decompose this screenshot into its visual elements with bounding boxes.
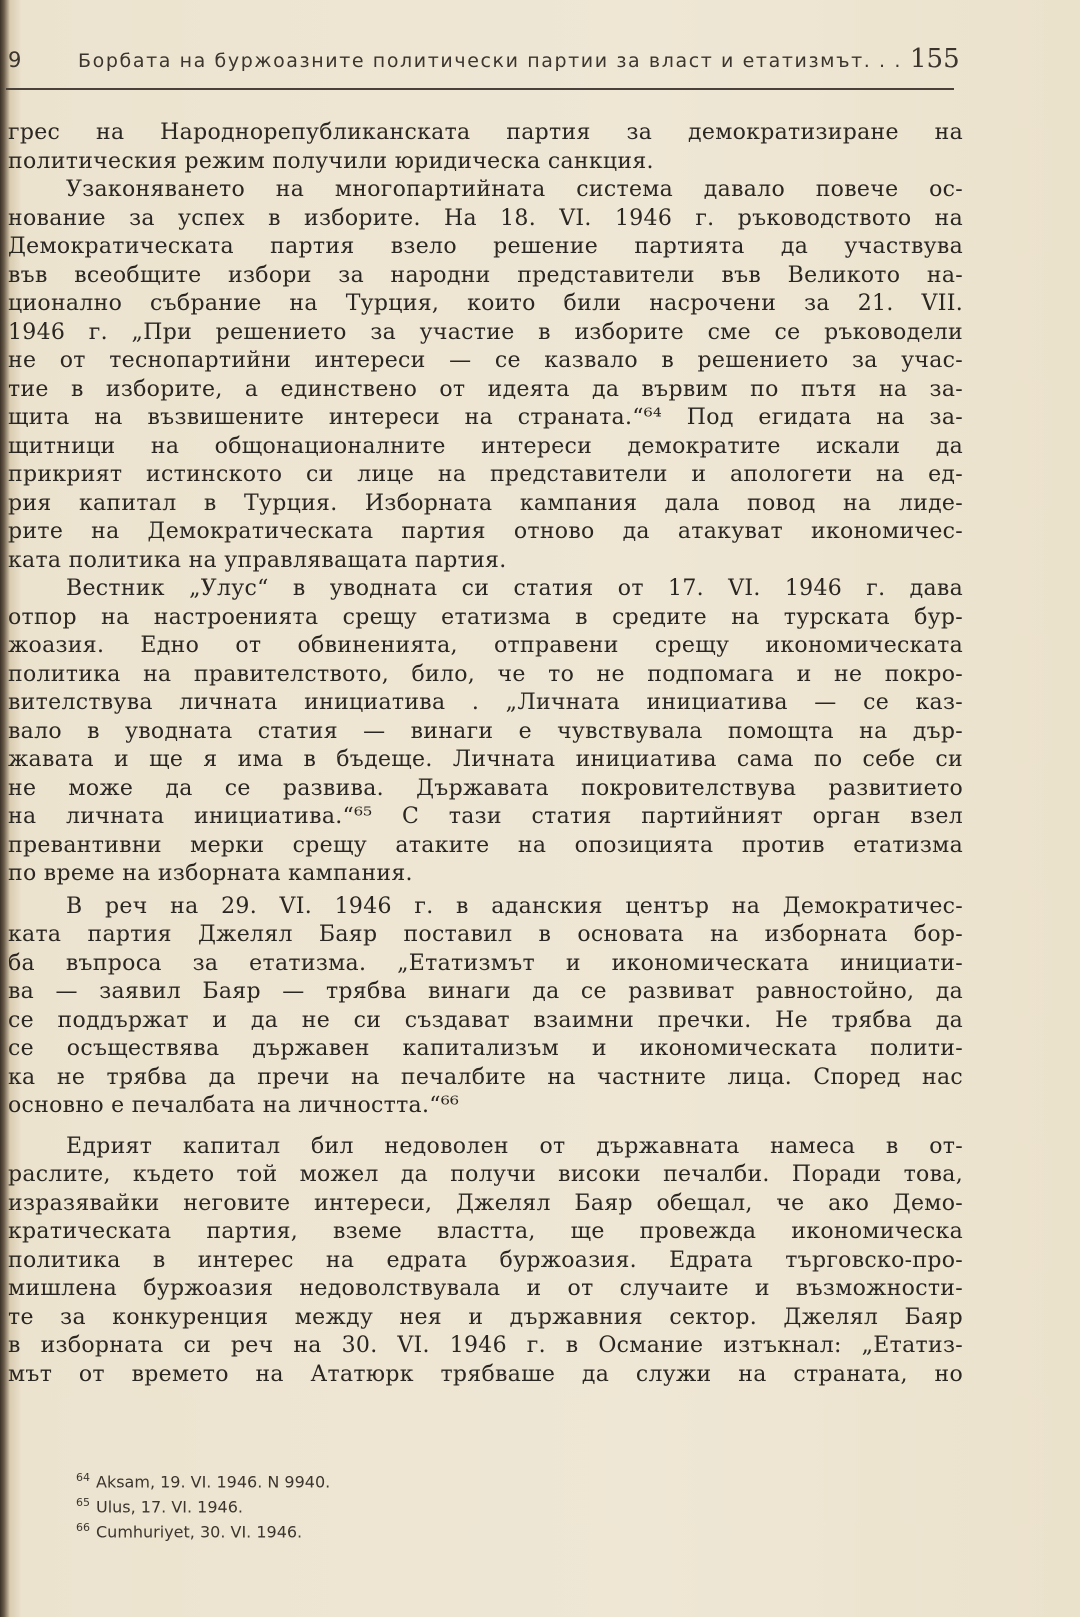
text-line: основно е печалбата на личността.“⁶⁶ <box>8 1093 460 1118</box>
text-line: нование за успех в изборите. На 18. VI. 1946 г. ръководството на <box>8 205 963 231</box>
text-line: жоазия. Едно от обвиненията, отправени срещу икономическата <box>8 633 963 658</box>
text-line: отпор на настроенията срещу етатизма в средите на турската бур- <box>8 604 963 630</box>
text-line: раслите, където той можел да получи високи печалби. Поради това, <box>8 1162 963 1187</box>
text-line: те за конкуренция между нея и държавния сектор. Джелял Баяр <box>8 1304 963 1330</box>
running-header <box>0 44 960 84</box>
text-line: щитници на общонационалните интереси демократите искали да <box>8 433 963 459</box>
footnote <box>76 1465 330 1490</box>
text-line: не от теснопартийни интереси — се казвало в решението за учас- <box>8 348 963 373</box>
text-line: щита на възвишените интереси на страната.“⁶⁴ Под егидата на за- <box>8 405 963 430</box>
text-line: политика на правителството, било, че то не подпомага и не покро- <box>8 661 963 687</box>
text-line: се поддържат и да не си създават взаимни пречки. Не трябва да <box>8 1007 963 1033</box>
text-line: не може да се развива. Държавата покровителствува развитието <box>8 775 963 801</box>
footnotes <box>76 1465 330 1540</box>
text-line: политика в интерес на едрата буржоазия. Едрата търговско-про- <box>8 1247 963 1273</box>
text-line: жавата и ще я има в бъдеще. Личната инициатива сама по себе си <box>8 747 963 772</box>
paragraph-gap <box>8 1121 963 1133</box>
footnote-text: Cumhuriyet, 30. VI. 1946. <box>96 1522 303 1542</box>
text-line: ката политика на управляващата партия. <box>8 547 507 573</box>
footnote <box>76 1490 330 1515</box>
text-line: ба въпроса за етатизма. „Етатизмът и икономическата инициати- <box>8 950 963 976</box>
text-line: кратическата партия, вземе властта, ще провежда икономическа <box>8 1219 963 1244</box>
text-line: 1946 г. „При решението за участие в изборите сме се ръководели <box>8 319 963 345</box>
text-line: политическия режим получили юридическа санкция. <box>8 148 654 174</box>
text-line: рите на Демократическата партия отново да атакуват икономичес- <box>8 519 963 544</box>
text-line: Демократическата партия взело решение партията да участвува <box>8 234 963 259</box>
text-line: вителствува личната инициатива . „Личната инициатива — се каз- <box>8 690 963 715</box>
text-line: Узаконяването на многопартийната система давало повече ос- <box>66 177 963 202</box>
text-line: мишлена буржоазия недоволствувала и от случаите и възможности- <box>8 1276 963 1301</box>
footnote-number: 64 <box>76 1471 90 1484</box>
text-line: Вестник „Улус“ в уводната си статия от 17. VI. 1946 г. дава <box>66 576 963 601</box>
footnote-number: 65 <box>76 1496 90 1509</box>
text-line: вало в уводната статия — винаги е чувствувала помощта на дър- <box>8 718 963 744</box>
footnote-text: Aksam, 19. VI. 1946. N 9940. <box>96 1472 331 1492</box>
running-title: Борбата на буржоазните политически партии за власт и етатизмът. . . <box>78 50 902 72</box>
text-line: Едрият капитал бил недоволен от държавната намеса в от- <box>66 1133 963 1159</box>
text-line: прикрият истинското си лице на представители и апологети на ед- <box>8 462 963 487</box>
text-line: по време на изборната кампания. <box>8 861 413 886</box>
text-line: грес на Народнорепубликанската партия за демократизиране на <box>8 120 963 145</box>
text-line: тие в изборите, а единствено от идеята да вървим по пътя на за- <box>8 376 963 402</box>
text-line: ционално събрание на Турция, които били насрочени за 21. VII. <box>8 291 963 316</box>
footnote-number: 66 <box>76 1521 90 1534</box>
header-rule <box>6 88 954 90</box>
chapter-number: 9 <box>8 48 22 72</box>
text-line: на личната инициатива.“⁶⁵ С тази статия партийният орган взел <box>8 804 963 829</box>
text-line: в изборната си реч на 30. VI. 1946 г. в Османие изтъкнал: „Етатиз- <box>8 1333 963 1358</box>
body-text <box>8 119 963 1389</box>
text-line: мът от времето на Ататюрк трябваше да служи на страната, но <box>8 1361 963 1387</box>
footnote-text: Ulus, 17. VI. 1946. <box>96 1497 243 1517</box>
text-line: В реч на 29. VI. 1946 г. в аданския център на Демократичес- <box>66 893 963 919</box>
text-line: ва — заявил Баяр — трябва винаги да се развиват равностойно, да <box>8 979 963 1004</box>
page-number: 155 <box>910 44 960 74</box>
text-line: рия капитал в Турция. Изборната кампания дала повод на лиде- <box>8 490 963 516</box>
footnote <box>76 1515 330 1540</box>
text-line: се осъществява държавен капитализъм и икономическата полити- <box>8 1036 963 1061</box>
text-line: ка не трябва да пречи на печалбите на частните лица. Според нас <box>8 1064 963 1090</box>
text-line: изразявайки неговите интереси, Джелял Баяр обещал, че ако Демо- <box>8 1190 963 1216</box>
text-line: превантивни мерки срещу атаките на опозицията против етатизма <box>8 832 963 858</box>
text-line: ката партия Джелял Баяр поставил в основата на изборната бор- <box>8 922 963 947</box>
text-line: във всеобщите избори за народни представители във Великото на- <box>8 262 963 288</box>
